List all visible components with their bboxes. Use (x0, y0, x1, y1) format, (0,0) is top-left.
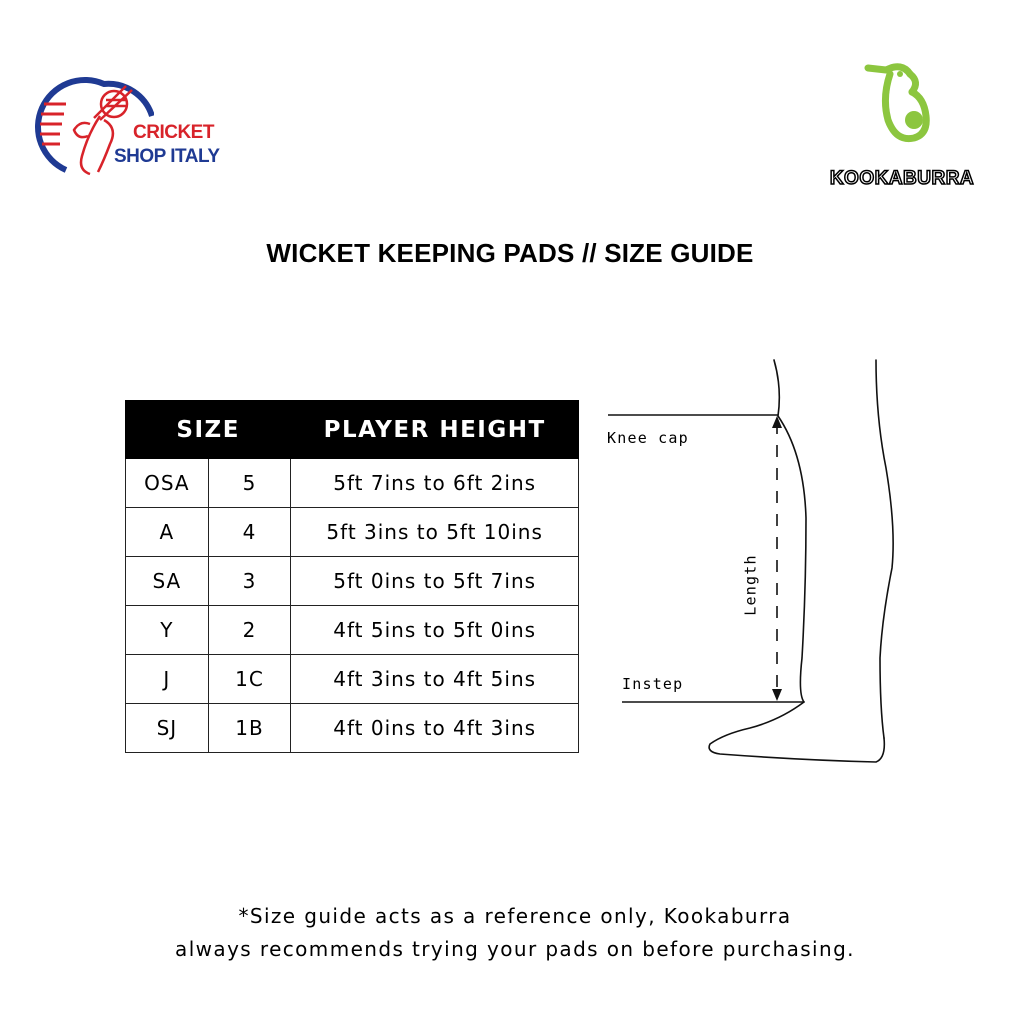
footnote-line-2: always recommends trying your pads on before purchasing. (175, 937, 855, 961)
footnote-line-1: *Size guide acts as a reference only, Kookaburra (238, 904, 792, 928)
kookaburra-bird-icon (862, 58, 942, 148)
size-number-cell: 1C (208, 655, 291, 704)
size-code-cell: Y (126, 606, 209, 655)
size-number-cell: 5 (208, 459, 291, 508)
player-height-cell: 4ft 5ins to 5ft 0ins (291, 606, 579, 655)
size-code-cell: SA (126, 557, 209, 606)
table-row (126, 704, 579, 753)
instep-label: Instep (622, 675, 684, 693)
brand-word-kookaburra: KOOKABURRA (829, 168, 975, 189)
player-height-cell: 5ft 3ins to 5ft 10ins (291, 508, 579, 557)
player-height-cell: 4ft 3ins to 4ft 5ins (291, 655, 579, 704)
size-header: SIZE (126, 401, 291, 459)
cricket-shop-italy-logo (34, 74, 234, 184)
size-number-cell: 3 (208, 557, 291, 606)
player-height-cell: 4ft 0ins to 4ft 3ins (291, 704, 579, 753)
table-row (126, 655, 579, 704)
footnote (0, 900, 1024, 966)
size-code-cell: OSA (126, 459, 209, 508)
player-height-header: PLAYER HEIGHT (291, 401, 579, 459)
table-row (126, 508, 579, 557)
size-code-cell: A (126, 508, 209, 557)
kookaburra-logo (812, 58, 992, 198)
size-code-cell: SJ (126, 704, 209, 753)
leg-measurement-diagram (600, 358, 900, 782)
table-row (126, 557, 579, 606)
page-title: WICKET KEEPING PADS // SIZE GUIDE (266, 238, 754, 268)
brand-line-shop-italy: SHOP ITALY (114, 146, 220, 167)
size-number-cell: 2 (208, 606, 291, 655)
size-number-cell: 1B (208, 704, 291, 753)
table-row (126, 606, 579, 655)
size-guide-table (125, 400, 579, 753)
table-row (126, 459, 579, 508)
table-header-row (126, 401, 579, 459)
length-label: Length (741, 554, 760, 616)
brand-line-cricket: CRICKET (133, 122, 214, 143)
knee-cap-label: Knee cap (607, 429, 689, 447)
size-code-cell: J (126, 655, 209, 704)
player-height-cell: 5ft 0ins to 5ft 7ins (291, 557, 579, 606)
size-number-cell: 4 (208, 508, 291, 557)
player-height-cell: 5ft 7ins to 6ft 2ins (291, 459, 579, 508)
